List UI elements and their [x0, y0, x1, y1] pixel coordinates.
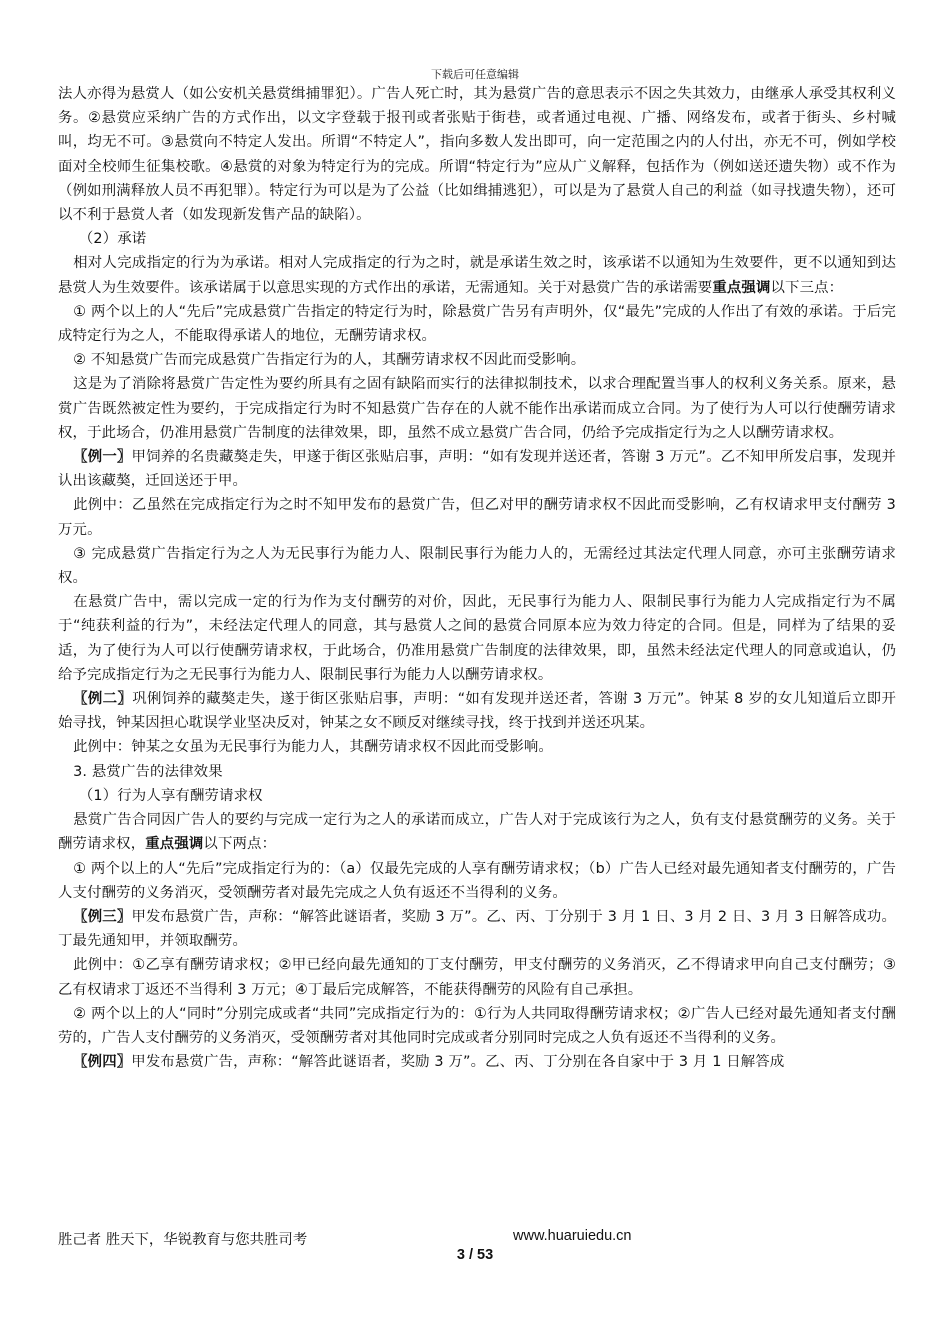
paragraph: 悬赏广告合同因广告人的要约与完成一定行为之人的承诺而成立，广告人对于完成该行为之人，负有支付悬赏酬劳的义务。关于酬劳请求权，重点强调以下两点： — [58, 812, 896, 853]
footer-slogan: 胜己者 胜天下，华锐教育与您共胜司考 — [58, 1232, 308, 1248]
paragraph: 法人亦得为悬赏人（如公安机关悬赏缉捕罪犯）。广告人死亡时，其为悬赏广告的意思表示不因之失其效力，由继承人承受其权利义务。②悬赏应采纳广告的方式作出，以文字登载于报刊或者张贴于街巷，或者通过电视、广播、网络发布，或者于街头、乡村喊叫，均无不可。③悬赏向不特定人发出。所谓“不特定人”，指向多数人发出即可，向一定范围之内的人付出，亦无不可，例如学校面对全校师生征集校歌。④悬赏的对象为特定行为的完成。所谓“特定行为”应从广义解释，包括作为（例如送还遗失物）或不作为（例如刑满释放人员不再犯罪）。特定行为可以是为了公益（比如缉捕逃犯），可以是为了悬赏人自己的利益（如寻找遗失物），还可以不利于悬赏人者（如发现新发售产品的缺陷）。 — [58, 86, 896, 224]
list-item: ② 不知悬赏广告而完成悬赏广告指定行为的人，其酬劳请求权不因此而受影响。 — [73, 352, 586, 369]
example-paragraph: 〖例一〗甲饲养的名贵藏獒走失，甲遂于街区张贴启事，声明：“如有发现并送还者，答谢 3 万元”。乙不知甲所发启事，发现并认出该藏獒，迁回送还于甲。 — [58, 449, 897, 490]
section-heading: （2）承诺 — [78, 231, 147, 248]
page-header: 下载后可任意编辑 — [431, 68, 519, 81]
list-item: ③ 完成悬赏广告指定行为之人为无民事行为能力人、限制民事行为能力人的，无需经过其法定代理人同意，亦可主张酬劳请求权。 — [58, 545, 896, 587]
section-heading: 3. 悬赏广告的法律效果 — [73, 763, 223, 780]
emphasis-text: 重点强调 — [712, 279, 771, 296]
paragraph: 此例中：乙虽然在完成指定行为之时不知甲发布的悬赏广告，但乙对甲的酬劳请求权不因此而受影响，乙有权请求甲支付酬劳 3 万元。 — [58, 497, 896, 538]
example-label: 〖例二〗 — [73, 691, 133, 708]
example-paragraph: 〖例四〗甲发布悬赏广告，声称：“解答此谜语者，奖励 3 万”。乙、丙、丁分别在各自家中于 3 月 1 日解答成 — [73, 1054, 785, 1071]
paragraph: 在悬赏广告中，需以完成一定的行为作为支付酬劳的对价，因此，无民事行为能力人、限制民事行为能力人完成指定行为不属于“纯获利益的行为”，未经法定代理人的同意，其与悬赏人之间的悬赏合同原本应为效力待定的合同。但是，同样为了结果的妥适，为了使行为人可以行使酬劳请求权，于此场合，仍准用悬赏广告制度的法律效果，即，虽然未经法定代理人的同意或追认，仍给予完成指定行为之无民事行为能力人、限制民事行为能力人以酬劳请求权。 — [58, 594, 896, 683]
paragraph: 此例中：①乙享有酬劳请求权；②甲已经向最先通知的丁支付酬劳，甲支付酬劳的义务消灭，乙不得请求甲向自己支付酬劳；③乙有权请求丁返还不当得利 3 万元；④丁最后完成解答，不能获得酬劳的风险有自己承担。 — [58, 957, 896, 998]
example-label: 〖例四〗 — [73, 1054, 132, 1071]
example-label: 〖例一〗 — [73, 449, 132, 466]
paragraph: 此例中：钟某之女虽为无民事行为能力人，其酬劳请求权不因此而受影响。 — [73, 739, 553, 756]
section-heading: （1）行为人享有酬劳请求权 — [78, 787, 263, 804]
list-item: ① 两个以上的人“先后”完成悬赏广告指定的特定行为时，除悬赏广告另有声明外，仅“最先”完成的人作出了有效的承诺。于后完成特定行为之人，不能取得承诺人的地位，无酬劳请求权。 — [58, 303, 896, 345]
emphasis-text: 重点强调 — [145, 836, 204, 853]
example-label: 〖例三〗 — [73, 908, 132, 925]
page-number: 3 / 53 — [456, 1247, 494, 1263]
footer-url[interactable]: www.huaruiedu.cn — [513, 1228, 632, 1244]
list-item: ② 两个以上的人“同时”分别完成或者“共同”完成指定行为的：①行为人共同取得酬劳请求权；②广告人已经对最先通知者支付酬劳的，广告人支付酬劳的义务消灭，受领酬劳者对其他同时完成或者分别同时完成之人负有返还不当得利的义务。 — [58, 1005, 896, 1046]
paragraph: 这是为了消除将悬赏广告定性为要约所具有之固有缺陷而实行的法律拟制技术，以求合理配置当事人的权利义务关系。原来，悬赏广告既然被定性为要约，于完成指定行为时不知悬赏广告存在的人就不能作出承诺而成立合同。为了使行为人可以行使酬劳请求权，于此场合，仍准用悬赏广告制度的法律效果，即，虽然不成立悬赏广告合同，仍给予完成指定行为之人以酬劳请求权。 — [58, 376, 896, 441]
example-paragraph: 〖例三〗甲发布悬赏广告，声称：“解答此谜语者，奖励 3 万”。乙、丙、丁分别于 3 月 1 日、3 月 2 日、3 月 3 日解答成功。丁最先通知甲，并领取酬劳。 — [58, 908, 896, 950]
paragraph: 相对人完成指定的行为为承诺。相对人完成指定的行为之时，就是承诺生效之时，该承诺不以通知为生效要件，更不以通知到达悬赏人为生效要件。该承诺属于以意思实现的方式作出的承诺，无需通知。关于对悬赏广告的承诺需要重点强调以下三点： — [58, 255, 896, 296]
list-item: ① 两个以上的人“先后”完成指定行为的：（a）仅最先完成的人享有酬劳请求权；（b）广告人已经对最先通知者支付酬劳的，广告人支付酬劳的义务消灭，受领酬劳者对最先完成之人负有返还不当得利的义务。 — [58, 860, 896, 901]
document-body — [58, 82, 896, 1074]
example-paragraph: 〖例二〗巩俐饲养的藏獒走失，遂于街区张贴启事，声明：“如有发现并送还者，答谢 3 万元”。钟某 8 岁的女儿知道后立即开始寻找，钟某因担心耽误学业坚决反对，钟某之女不顾反对继续寻找，终于找到并送还巩某。 — [58, 691, 896, 732]
